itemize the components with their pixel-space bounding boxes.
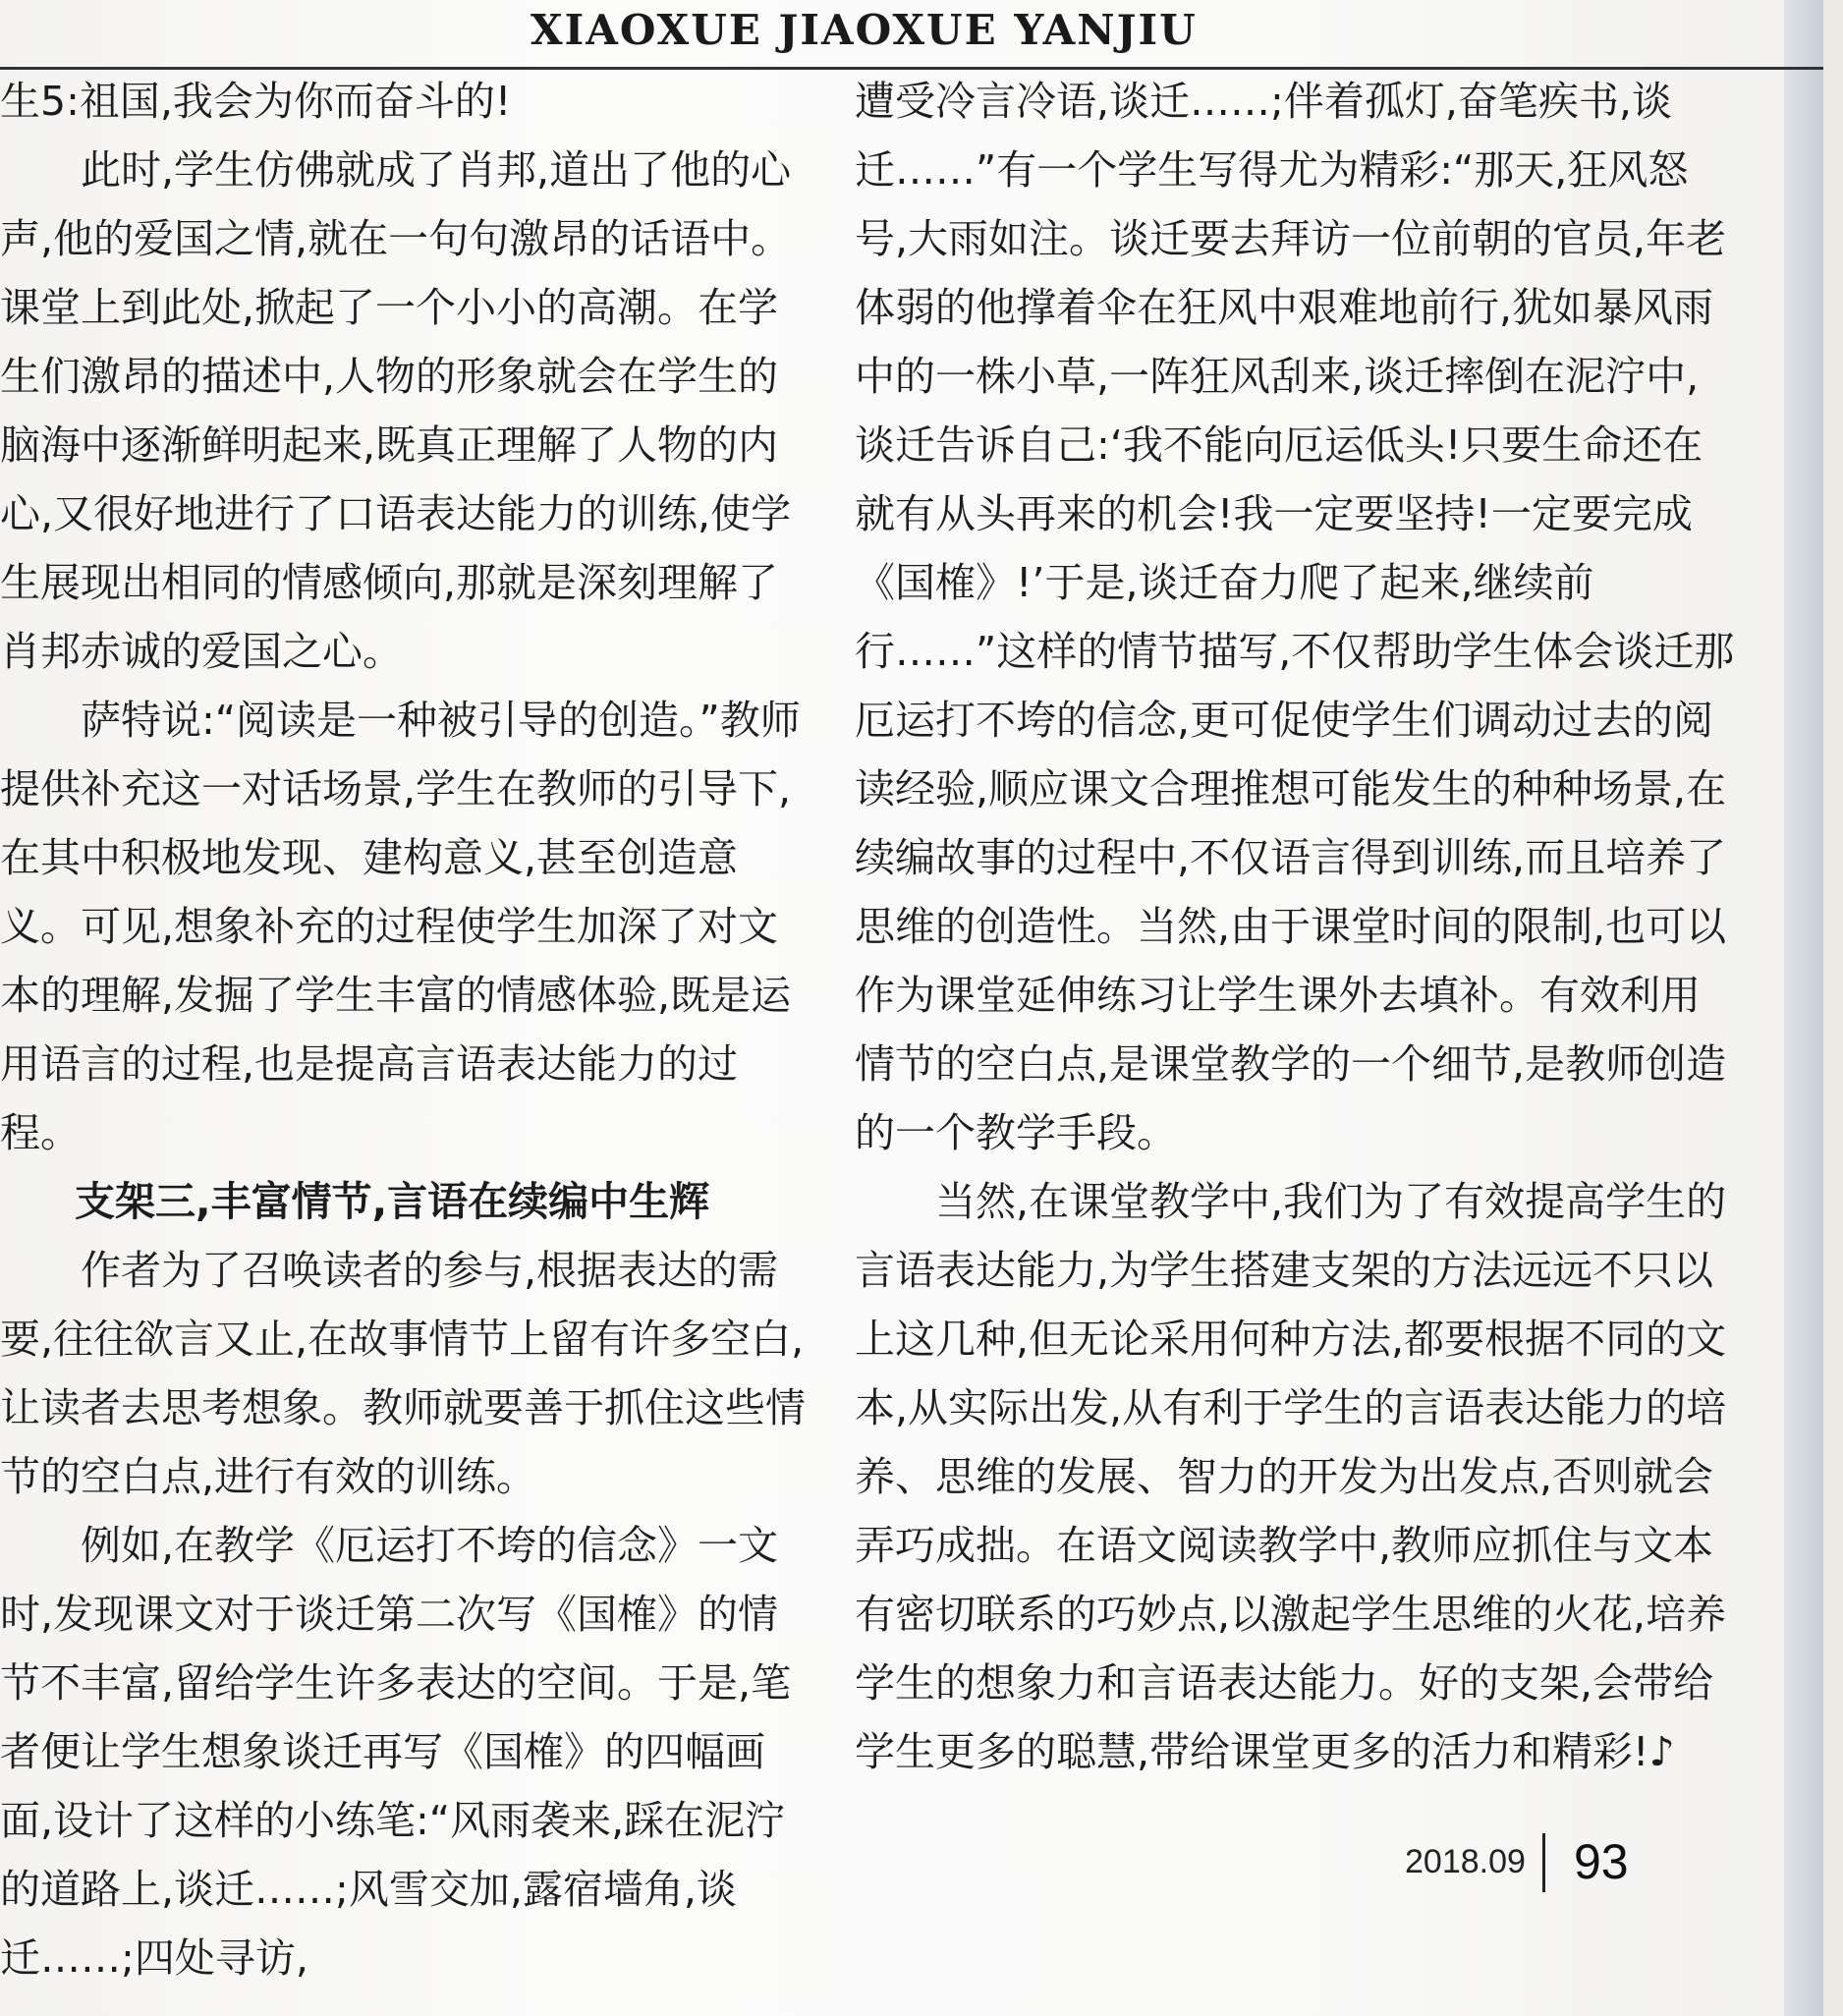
paragraph: 遭受冷言冷语,谈迁……;伴着孤灯,奋笔疾书,谈迁……”有一个学生写得尤为精彩:“那天,狂风怒号,大雨如注。谈迁要去拜访一位前朝的官员,年老体弱的他撑着伞在狂风中艰难地前行,犹如暴风雨中的一株小草,一阵狂风刮来,谈迁摔倒在泥泞中,谈迁告诉自己:‘我不能向厄运低头!只要生命还在就有从头再来的机会!我一定要坚持!一定要完成《国榷》!’于是,谈迁奋力爬了起来,继续前行……”这样的情节描写,不仅帮助学生体会谈迁那厄运打不垮的信念,更可促使学生们调动过去的阅读经验,顺应课文合理推想可能发生的种种场景,在续编故事的过程中,不仅语言得到训练,而且培养了思维的创造性。当然,由于课堂时间的限制,也可以作为课堂延伸练习让学生课外去填补。有效利用情节的空白点,是课堂教学的一个细节,是教师创造的一个教学手段。 — [855, 78, 1735, 1156]
section-heading: 支架三,丰富情节,言语在续编中生辉 — [75, 1178, 710, 1225]
paragraph: 萨特说:“阅读是一种被引导的创造。”教师提供补充这一对话场景,学生在教师的引导下,在其中积极地发现、建构意义,甚至创造意义。可见,想象补充的过程使学生加深了对文本的理解,发掘了学生丰富的情感体验,既是运用语言的过程,也是提高言语表达能力的过程。 — [0, 697, 801, 1156]
issue-date: 2018.09 — [1405, 1843, 1526, 1880]
journal-title: XIAOXUE JIAOXUE YANJIU — [531, 6, 1198, 54]
page-edge-shadow — [1784, 0, 1823, 2016]
running-header — [0, 0, 1823, 70]
paragraph: 例如,在教学《厄运打不垮的信念》一文时,发现课文对于谈迁第二次写《国榷》的情节不丰富,留给学生许多表达的空间。于是,笔者便让学生想象谈迁再写《国榷》的四幅画面,设计了这样的小练笔:“风雨袭来,踩在泥泞的道路上,谈迁……;风雪交加,露宿墙角,谈迁……;四处寻访, — [0, 1522, 792, 1982]
footer-divider — [1542, 1833, 1545, 1892]
page-number: 93 — [1574, 1834, 1629, 1889]
paragraph: 当然,在课堂教学中,我们为了有效提高学生的言语表达能力,为学生搭建支架的方法远远不只以上这几种,但无论采用何种方法,都要根据不同的文本,从实际出发,从有利于学生的言语表达能力的培养、思维的发展、智力的开发为出发点,否则就会弄巧成拙。在语文阅读教学中,教师应抓住与文本有密切联系的巧妙点,以激起学生思维的火花,培养学生的想象力和言语表达能力。好的支架,会带给学生更多的聪慧,带给课堂更多的活力和精彩!♪ — [855, 1178, 1727, 1775]
left-column — [0, 67, 815, 1992]
paragraph: 作者为了召唤读者的参与,根据表达的需要,往往欲言又止,在故事情节上留有许多空白,让读者去思考想象。教师就要善于抓住这些情节的空白点,进行有效的训练。 — [0, 1247, 806, 1500]
paragraph: 生5:祖国,我会为你而奋斗的! — [0, 78, 512, 125]
paragraph: 此时,学生仿佛就成了肖邦,道出了他的心声,他的爱国之情,就在一句句激昂的话语中。课堂上到此处,掀起了一个小小的高潮。在学生们激昂的描述中,人物的形象就会在学生的脑海中逐渐鲜明起来,既真正理解了人物的内心,又很好地进行了口语表达能力的训练,使学生展现出相同的情感倾向,那就是深刻理解了肖邦赤诚的爱国之心。 — [0, 146, 792, 675]
right-column — [855, 67, 1739, 1786]
